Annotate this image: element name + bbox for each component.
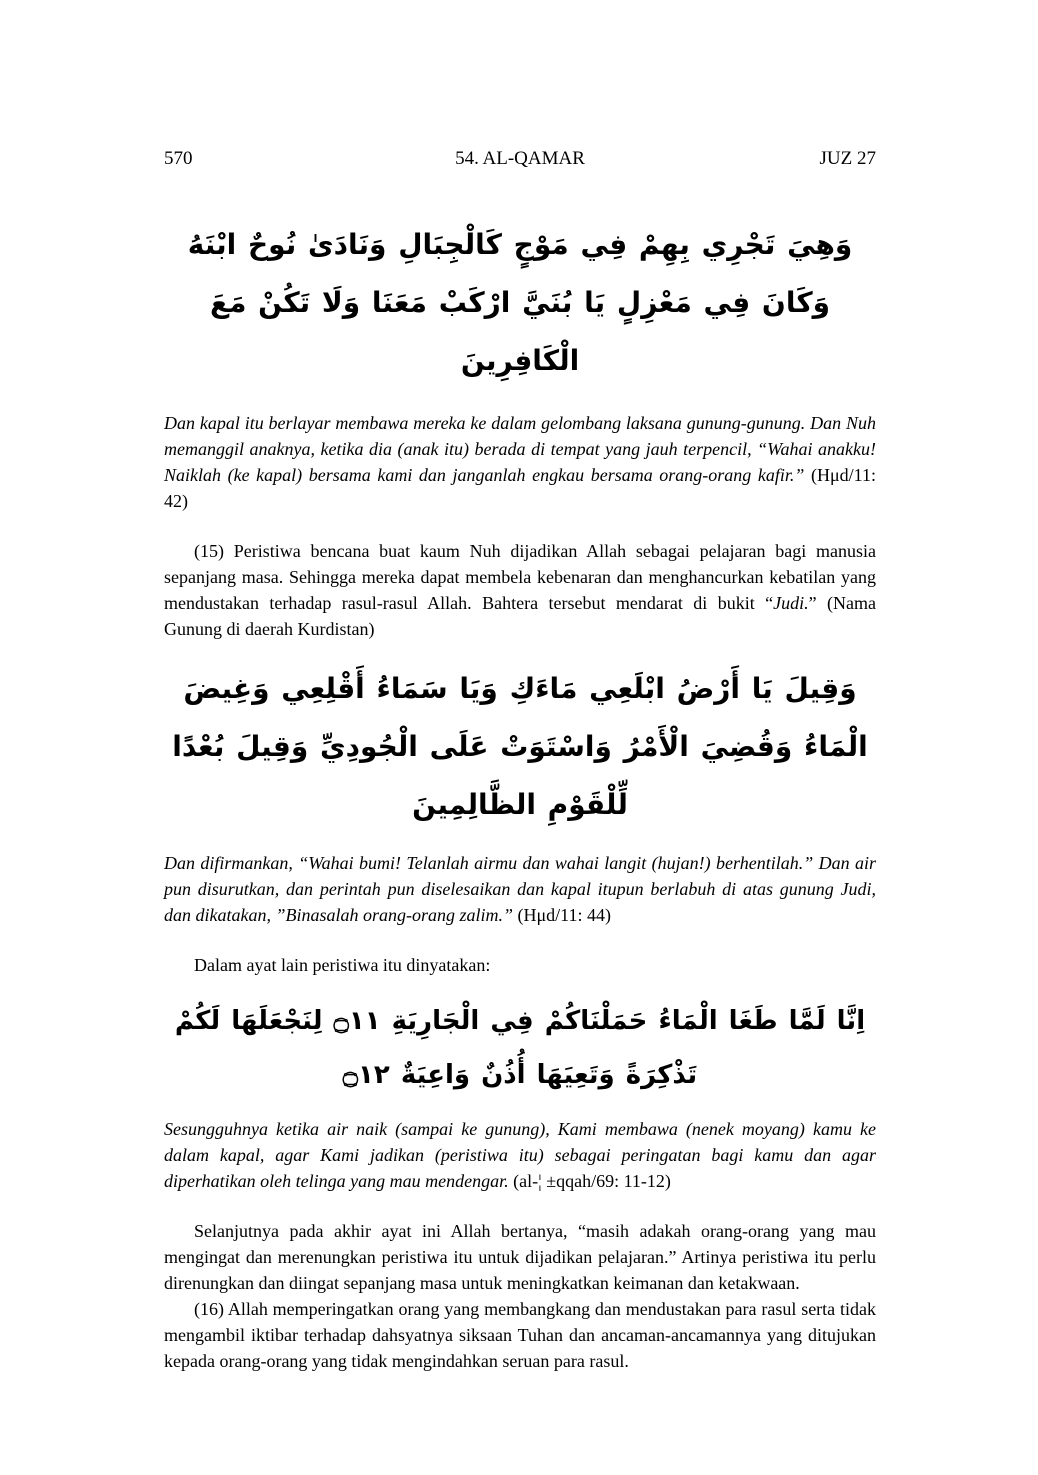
page-content (164, 146, 876, 1374)
translation-text: Dan difirmankan, “Wahai bumi! Telanlah airmu dan wahai langit (hujan!) berhentilah.” Dan air pun disurutkan, dan perintah pun diselesaikan dan kapal itupun berlabuh di atas gunung Judi, dan dikatakan, ”Binasalah orang-orang zalim.” (164, 853, 876, 925)
commentary-15-text-before: (15) Peristiwa bencana buat kaum Nuh dijadikan Allah sebagai pelajaran bagi manusia sepanjang masa. Sehingga mereka dapat membela kebenaran dan menghancurkan kebatilan yang mendustakan terhadap rasul-rasul Allah. Bahtera tersebut mendarat di bukit “ (164, 541, 876, 613)
verse-reference: (al-¦ ±qqah/69: 11-12) (513, 1171, 671, 1191)
translation-hud-11-42 (164, 410, 876, 514)
arabic-verse-haqqah-69-11-12: اِنَّا لَمَّا طَغَا الْمَاءُ حَمَلْنَاكُمْ فِي الْجَارِيَةِ ۝١١ لِنَجْعَلَهَا لَكُمْ تَذْكِرَةً وَتَعِيَهَا أُذُنٌ وَاعِيَةٌ ۝١٢ (174, 1006, 866, 1090)
translation-text: Sesungguhnya ketika air naik (sampai ke gunung), Kami membawa (nenek moyang) kamu ke dalam kapal, agar Kami jadikan (peristiwa itu) sebagai peringatan bagi kamu dan agar diperhatikan oleh telinga yang mau mendengar. (164, 1119, 876, 1191)
chapter-title: 54. AL-QAMAR (455, 148, 585, 169)
page-number: 570 (164, 148, 193, 169)
commentary-15-text-after: ” (Nama Gunung di daerah Kurdistan) (164, 593, 876, 639)
commentary-paragraph-reflection: Selanjutnya pada akhir ayat ini Allah bertanya, “masih adakah orang-orang yang mau mengingat dan merenungkan peristiwa itu untuk dijadikan pelajaran.” Artinya peristiwa itu perlu direnungkan dan diingat sepanjang masa untuk meningkatkan keimanan dan ketakwaan. (164, 1221, 876, 1293)
verse-reference: (Hμd/11: 42) (164, 465, 877, 511)
commentary-15-judi: Judi. (773, 593, 809, 613)
verse-reference: (Hμd/11: 44) (517, 905, 611, 925)
arabic-verse-hud-11-42: وَهِيَ تَجْرِي بِهِمْ فِي مَوْجٍ كَالْجِبَالِ وَنَادَىٰ نُوحٌ ابْنَهُ وَكَانَ فِي مَعْزِلٍ يَا بُنَيَّ ارْكَبْ مَعَنَا وَلَا تَكُنْ مَعَ الْكَافِرِينَ (187, 228, 853, 377)
translation-hud-11-44 (164, 850, 876, 928)
commentary-paragraph-16: (16) Allah memperingatkan orang yang membangkang dan mendustakan para rasul serta tidak mengambil iktibar terhadap dahsyatnya siksaan Tuhan dan ancaman-ancamannya yang ditujukan kepada orang-orang yang tidak mengindahkan seruan para rasul. (164, 1299, 876, 1371)
juz-label: JUZ 27 (819, 148, 876, 169)
commentary-paragraph-15 (164, 538, 876, 642)
translation-haqqah-69-11-12 (164, 1116, 876, 1194)
translation-text: Dan kapal itu berlayar membawa mereka ke dalam gelombang laksana gunung-gunung. Dan Nuh memanggil anaknya, ketika dia (anak itu) berada di tempat yang jauh terpencil, “Wahai anakku! Naiklah (ke kapal) bersama kami dan janganlah engkau bersama orang-orang kafir.” (164, 413, 876, 485)
arabic-verse-hud-11-44: وَقِيلَ يَا أَرْضُ ابْلَعِي مَاءَكِ وَيَا سَمَاءُ أَقْلِعِي وَغِيضَ الْمَاءُ وَقُضِيَ الْأَمْرُ وَاسْتَوَتْ عَلَى الْجُودِيِّ وَقِيلَ بُعْدًا لِّلْقَوْمِ الظَّالِمِينَ (172, 672, 868, 821)
page-header (164, 146, 876, 172)
lead-in-sentence: Dalam ayat lain peristiwa itu dinyatakan: (194, 955, 491, 975)
